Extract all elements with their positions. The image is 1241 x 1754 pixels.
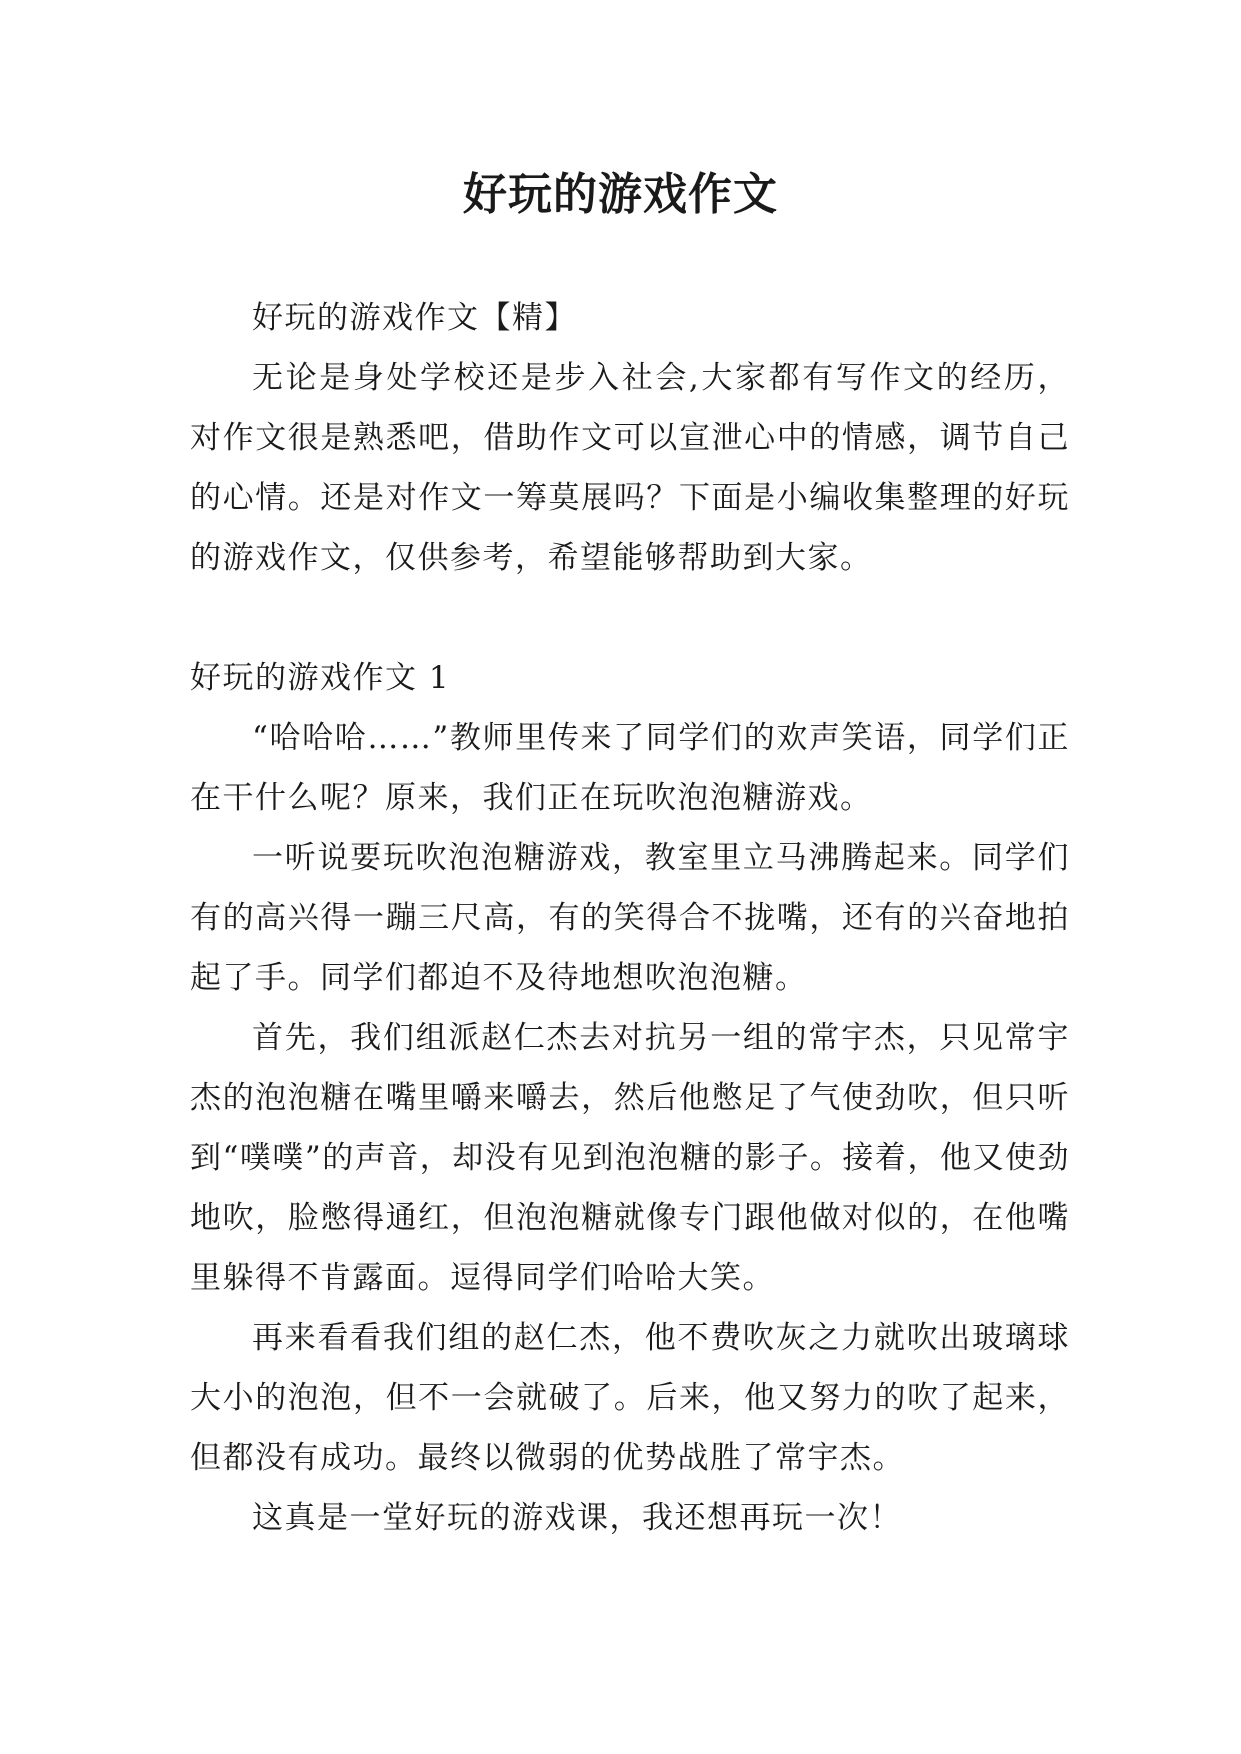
section-heading: 好玩的游戏作文 1	[190, 660, 451, 696]
document-title: 好玩的游戏作文	[463, 169, 778, 220]
intro-heading: 好玩的游戏作文【精】	[252, 300, 577, 336]
body-paragraph-1: “哈哈哈……”教师里传来了同学们的欢声笑语，同学们正在干什么呢？原来，我们正在玩吹泡泡糖游戏。	[190, 720, 1070, 816]
section-spacer	[190, 588, 1070, 648]
body-paragraph-5: 这真是一堂好玩的游戏课，我还想再玩一次！	[252, 1500, 902, 1536]
body-paragraph-2: 一听说要玩吹泡泡糖游戏，教室里立马沸腾起来。同学们有的高兴得一蹦三尺高，有的笑得合不拢嘴，还有的兴奋地拍起了手。同学们都迫不及待地想吹泡泡糖。	[190, 840, 1070, 996]
body-paragraph-3: 首先，我们组派赵仁杰去对抗另一组的常宇杰，只见常宇杰的泡泡糖在嘴里嚼来嚼去，然后他憋足了气使劲吹，但只听到“噗噗”的声音，却没有见到泡泡糖的影子。接着，他又使劲地吹，脸憋得通红，但泡泡糖就像专门跟他做对似的，在他嘴里躲得不肯露面。逗得同学们哈哈大笑。	[190, 1020, 1070, 1296]
intro-paragraph: 无论是身处学校还是步入社会,大家都有写作文的经历，对作文很是熟悉吧，借助作文可以宣泄心中的情感，调节自己的心情。还是对作文一筹莫展吗？下面是小编收集整理的好玩的游戏作文，仅供参考，希望能够帮助到大家。	[190, 360, 1070, 576]
document-body	[190, 288, 1070, 1548]
body-paragraph-4: 再来看看我们组的赵仁杰，他不费吹灰之力就吹出玻璃球大小的泡泡，但不一会就破了。后来，他又努力的吹了起来，但都没有成功。最终以微弱的优势战胜了常宇杰。	[190, 1320, 1070, 1476]
